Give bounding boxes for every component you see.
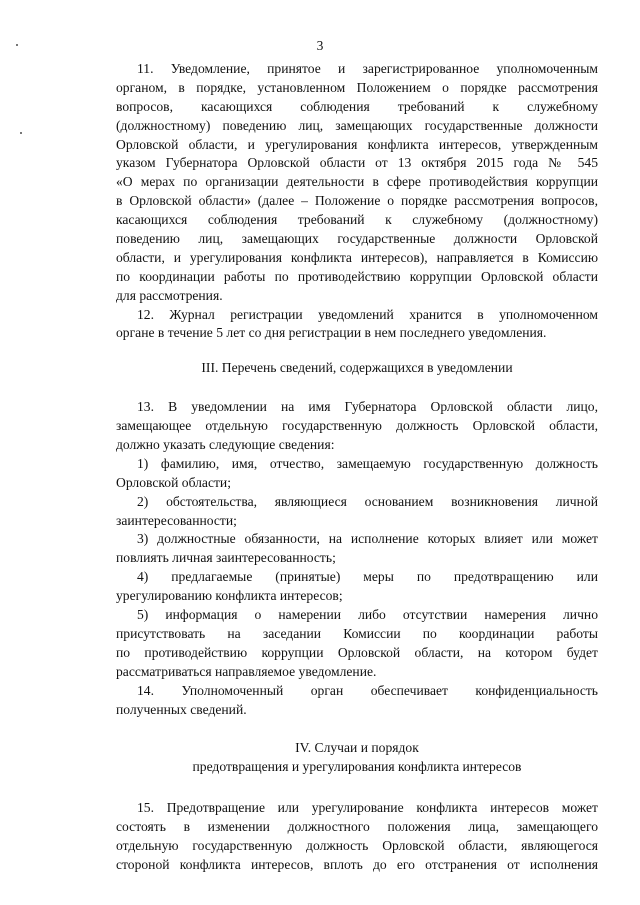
text-line: указом Губернатора Орловской области от 13 октября 2015 года № 545 [116,155,598,171]
text-line: 13. В уведомлении на имя Губернатора Орловской области лицо, [137,399,598,415]
list-item: 1) фамилию, имя, отчество, замещаемую государственную должность [137,455,598,471]
text-line: по координации работы по противодействию коррупции Орловской области [116,268,598,284]
text-line: Орловской области, и урегулирования конфликта интересов, утвержденным [116,136,598,152]
text-line: отдельную государственную должность Орловской области, являющегося [116,837,598,853]
text-line: Орловской области; [116,474,231,490]
text-line: 14. Уполномоченный орган обеспечивает конфиденциальность [137,682,598,698]
section-heading-4-line-2: предотвращения и урегулирования конфликта интересов [192,759,522,775]
list-item: 5) информация о намерении либо отсутствии намерения лично [137,607,598,623]
text-line: присутствовать на заседании Комиссии по координации работы [116,625,598,641]
text-line: «О мерах по организации деятельности в сфере противодействия коррупции [116,174,598,190]
scan-speck [20,132,22,134]
text-line: поведению лиц, замещающих государственные должности Орловской [116,231,598,247]
text-line: (должностному) поведению лиц, замещающих государственные должности [116,117,598,133]
list-item: 3) должностные обязанности, на исполнение которых влияет или может [137,531,598,547]
text-line: органом, в порядке, установленном Положением о порядке рассмотрения [116,79,598,95]
page-number: 3 [316,38,324,53]
paragraph-15 [116,799,598,875]
text-line: в Орловской области» (далее – Положение о порядке рассмотрения вопросов, [116,193,598,209]
text-line: области, и урегулирования конфликта интересов), направляется в Комиссию [116,249,598,265]
paragraph-12 [116,306,598,344]
text-line: состоять в изменении должностного положения лица, замещающего [116,819,598,835]
text-line: должно указать следующие сведения: [116,437,335,453]
text-line: замещающее отдельную государственную должность Орловской области, [116,418,598,434]
text-line: 15. Предотвращение или урегулирование конфликта интересов может [137,800,598,816]
paragraph-11 [116,60,598,306]
text-line: касающихся соблюдения требований к служебному (должностному) [116,212,598,228]
text-line: урегулированию конфликта интересов; [116,588,343,604]
list-item: 2) обстоятельства, являющиеся основанием возникновения личной [137,493,598,509]
section-heading-3: III. Перечень сведений, содержащихся в уведомлении [201,360,513,376]
text-line: рассматриваться направляемое уведомление. [116,663,377,679]
paragraph-13 [116,398,598,681]
document-body [116,60,598,875]
text-line: органе в течение 5 лет со дня регистрации в нем последнего уведомления. [116,325,547,341]
text-line: 12. Журнал регистрации уведомлений хранится в уполномоченном [137,306,598,322]
section-heading-4-line-1: IV. Случаи и порядок [295,740,419,756]
text-line: повлиять личная заинтересованность; [116,550,336,566]
text-line: вопросов, касающихся соблюдения требований к служебному [116,98,598,114]
text-line: для рассмотрения. [116,287,223,303]
list-item: 4) предлагаемые (принятые) меры по предотвращению или [137,569,598,585]
text-line: заинтересованности; [116,512,237,528]
text-line: 11. Уведомление, принятое и зарегистрированное уполномоченным [137,61,598,76]
paragraph-14 [116,682,598,720]
text-line: полученных сведений. [116,701,247,717]
text-line: стороной конфликта интересов, вплоть до его отстранения от исполнения [116,856,598,872]
text-line: по противодействию коррупции Орловской области, на котором будет [116,644,598,660]
